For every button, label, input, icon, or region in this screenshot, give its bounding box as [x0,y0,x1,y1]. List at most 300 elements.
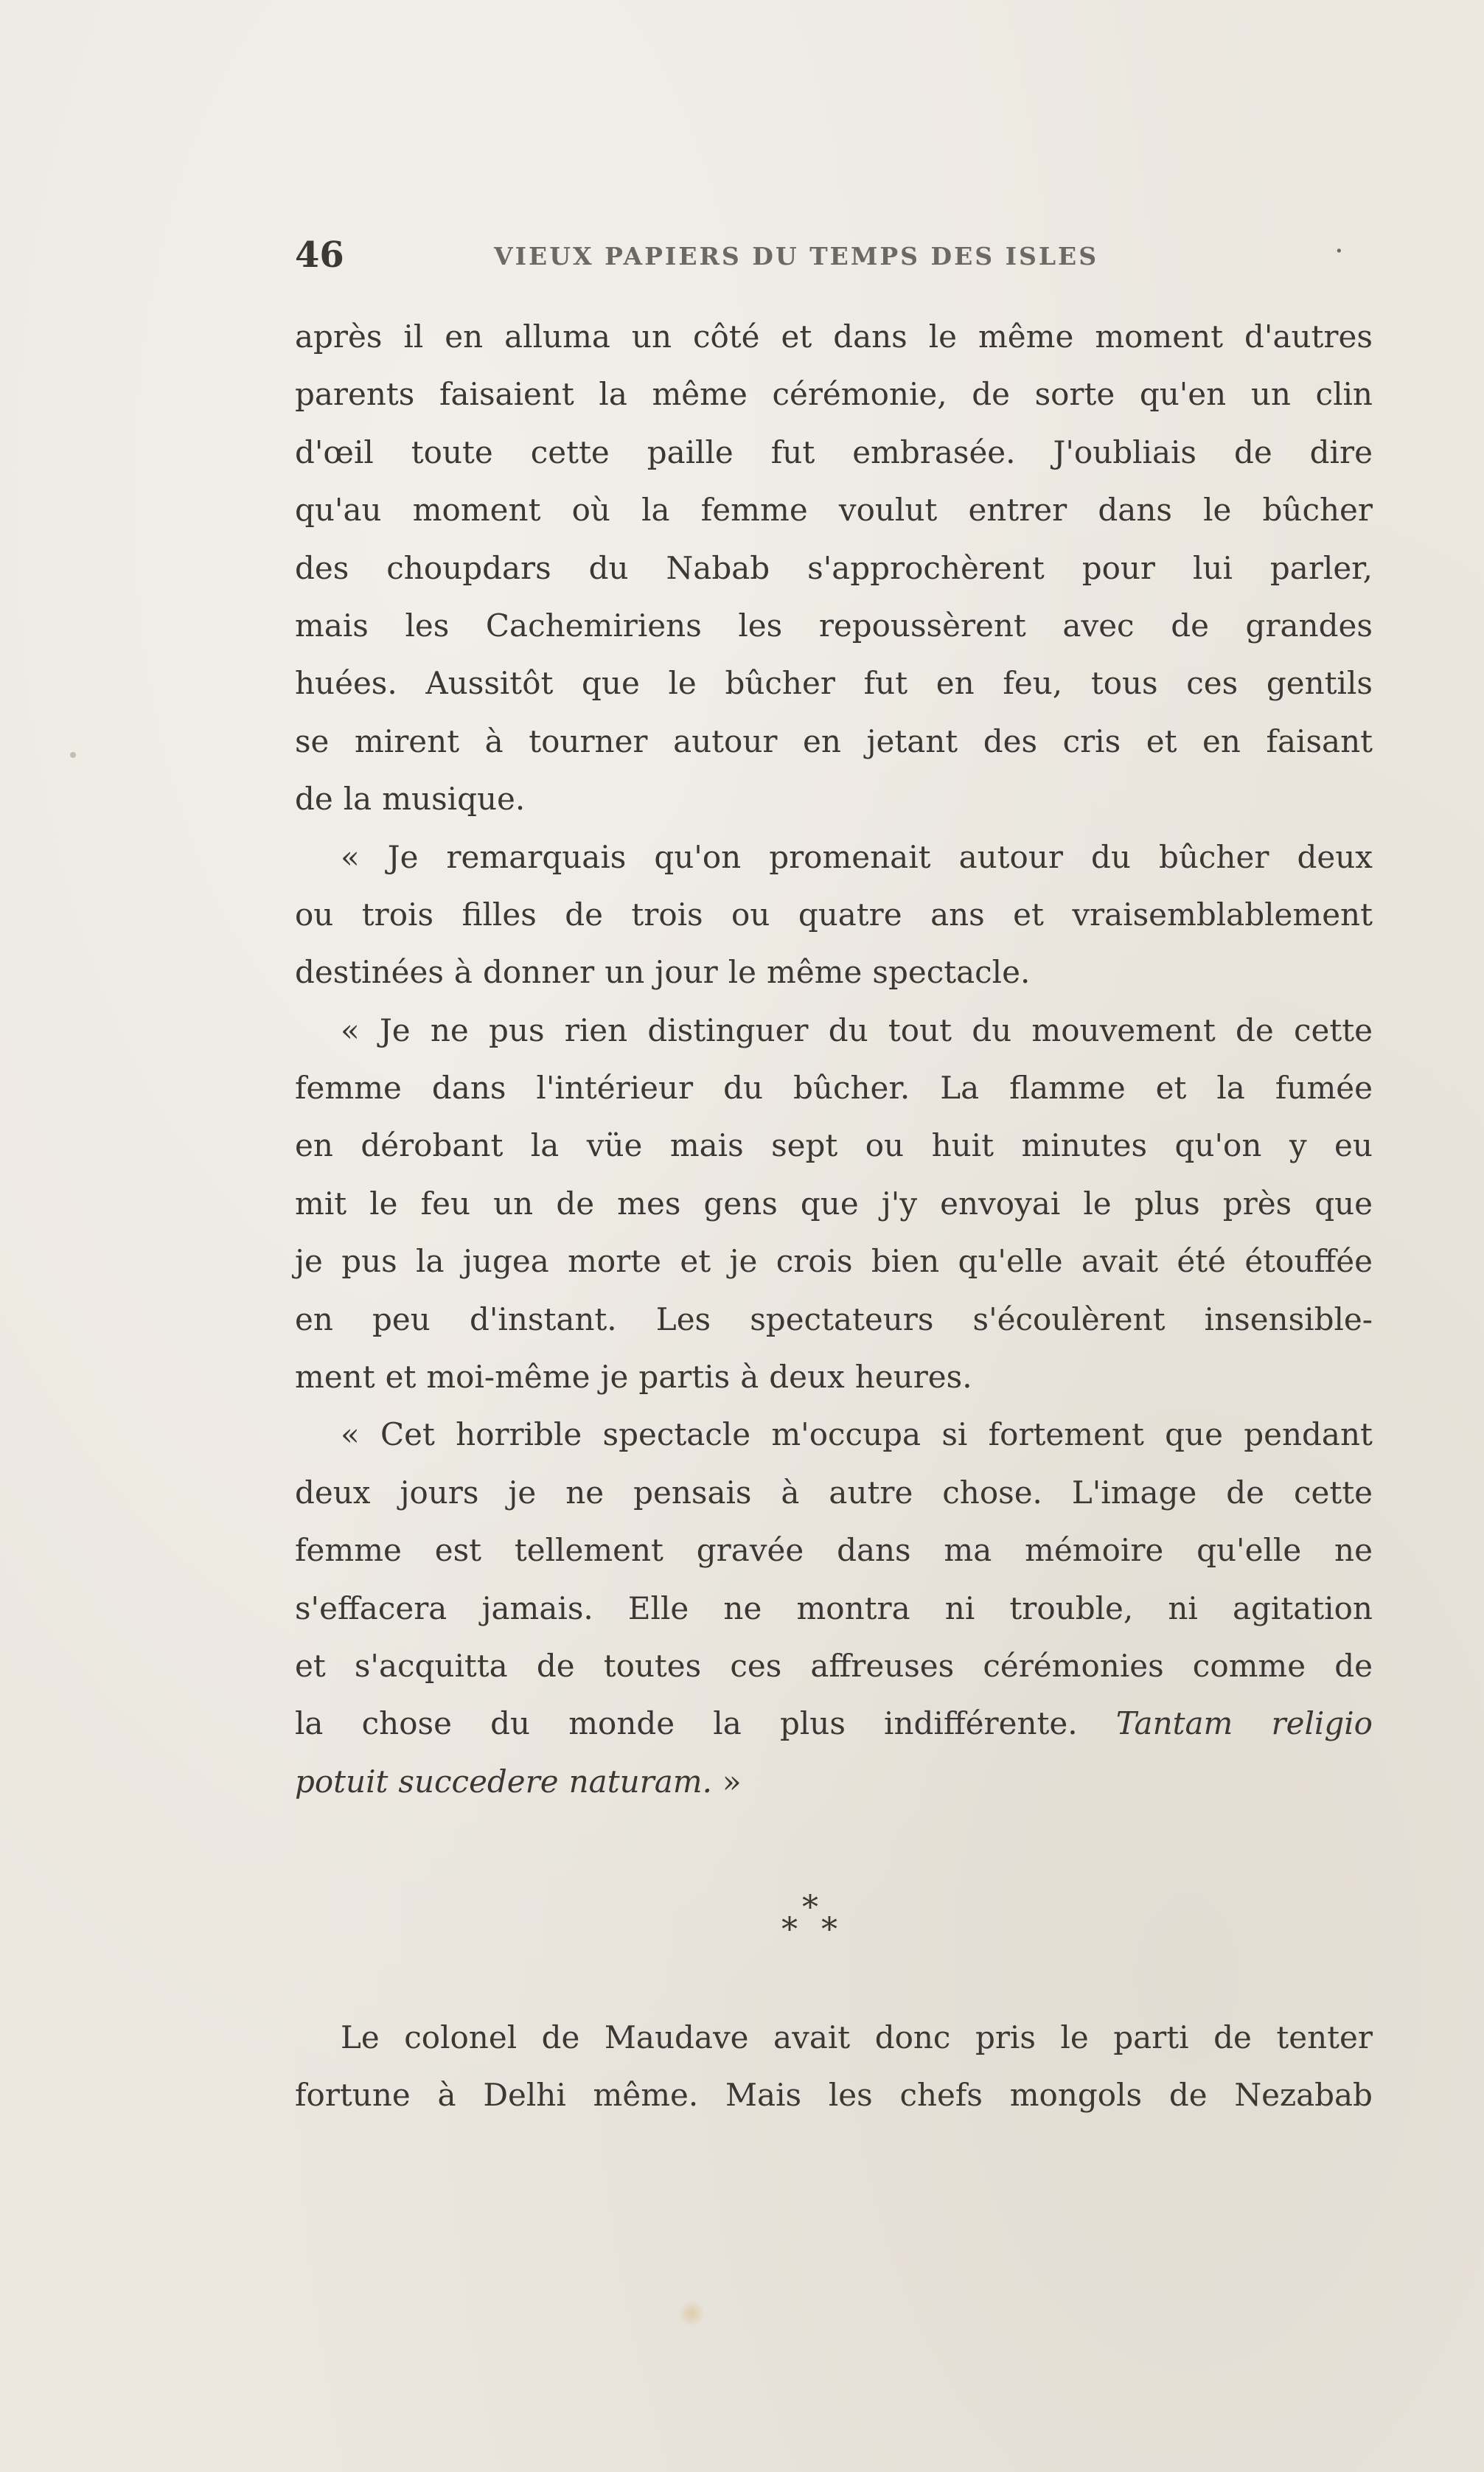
word: à [781,1474,800,1511]
word: Mais [725,2077,802,2114]
word: pus [489,1012,545,1048]
word: qu'elle [958,1243,1063,1280]
word: toute [411,434,493,470]
word: tous [1090,665,1158,702]
word: pus [341,1243,397,1280]
word: à [437,2077,456,2114]
word: côté [692,318,760,355]
paragraph [295,1002,1373,1407]
word: flamme [1009,1070,1126,1107]
word: mouvement [1031,1012,1216,1048]
word: un [493,1185,534,1222]
word: j'y [881,1185,918,1222]
word: mais [669,1127,744,1164]
word: s'acquitta [354,1647,508,1684]
word: ne [565,1474,605,1511]
word: cette [1294,1474,1373,1511]
word: spectacle. [872,954,1031,991]
word: parti [1113,2019,1189,2055]
word: de [1233,434,1272,470]
word: le [1060,2019,1089,2055]
word: femme [295,1070,402,1107]
word: feu, [1003,665,1063,702]
word: de [1171,607,1209,644]
word: parler, [1269,549,1373,586]
word: Aussitôt [425,665,554,702]
word: à [740,1359,759,1396]
word: de [536,1647,575,1684]
word: indifférente. [884,1705,1078,1742]
word: d'instant. [469,1301,617,1337]
text-line [295,366,1373,423]
word: envoyai [940,1185,1061,1222]
word: bûcher. [793,1070,910,1107]
text-line [295,1348,1373,1406]
word: et [1013,896,1044,933]
word: ma [944,1532,992,1569]
text-line [295,481,1373,539]
text-line [295,1464,1373,1522]
word: gens [703,1185,778,1222]
word: remarquais [446,838,627,875]
word: je [295,1243,323,1280]
word: insensible- [1204,1301,1373,1337]
word: mirent [354,723,460,759]
word: plus [779,1705,846,1742]
word: chose. [942,1474,1042,1511]
word: heures. [854,1359,972,1396]
word: naturam. [568,1763,712,1800]
word: comme [1192,1647,1306,1684]
word: du [490,1705,531,1742]
text-line [295,540,1373,597]
text-line [295,1117,1373,1174]
word: même [652,376,748,413]
word: l'intérieur [536,1070,694,1107]
word: un [1250,376,1291,413]
word: la [599,376,627,413]
word: mes [617,1185,681,1222]
word: ment [295,1359,375,1396]
word: la [343,781,372,818]
word: jugea [462,1243,549,1280]
word: d'autres [1244,318,1373,355]
word: gravée [696,1532,804,1569]
word: étouffée [1244,1243,1373,1280]
word: tout [888,1012,952,1048]
text-line [295,1406,1373,1463]
word: de [1168,2077,1208,2114]
word: eu [1334,1127,1373,1164]
word: des [295,549,349,586]
text-line [295,1002,1373,1059]
word: bûcher [725,665,835,702]
word: vraisemblablement [1072,896,1373,933]
word: et [781,318,812,355]
word: les [828,2077,873,2114]
section-separator [781,1889,855,1949]
word: paille [647,434,734,470]
word: plus [1134,1185,1200,1222]
word: même. [593,2077,699,2114]
word: Je [387,838,419,875]
word: si [941,1416,968,1453]
word: destinées [295,954,444,991]
word: » [722,1763,742,1800]
word: toutes [603,1647,702,1684]
word: montra [796,1590,910,1626]
word: de [1226,1474,1265,1511]
word: est [434,1532,482,1569]
word: ne [1334,1532,1373,1569]
word: fortune [295,2077,411,2114]
word: alluma [504,318,610,355]
text-line [295,2009,1373,2067]
word: la [295,1705,324,1742]
word: colonel [404,2019,518,2055]
text-line [295,944,1373,1001]
word: ces [730,1647,782,1684]
word: de [565,896,603,933]
word: repoussèrent [818,607,1026,644]
word: que [1165,1416,1223,1453]
word: jours [400,1474,479,1511]
word: dérobant [360,1127,504,1164]
word: huées. [295,665,397,702]
word: spectateurs [750,1301,934,1337]
text-line [295,1753,1373,1811]
word: m'occupa [771,1416,922,1453]
printer-mark: · [1334,234,1344,268]
word: les [738,607,783,644]
word: pensais [633,1474,752,1511]
word: Maudave [604,2019,749,2055]
word: Cet [380,1416,435,1453]
word: succedere [398,1763,559,1800]
page-header [295,234,1373,286]
word: s'écoulèrent [972,1301,1166,1337]
word: fut [863,665,908,702]
word: mais [295,607,369,644]
word: de [556,1185,595,1222]
text-line [295,713,1373,770]
word: du [1091,838,1131,875]
word: fumée [1275,1070,1373,1107]
word: J'oubliais [1053,434,1196,470]
text-line [295,1059,1373,1117]
body-text [295,308,1373,1811]
word: lui [1192,549,1233,586]
word: faisaient [439,376,574,413]
word: moment [1095,318,1224,355]
word: s'approchèrent [807,549,1045,586]
word: le [1203,492,1232,529]
word: qu'au [295,492,382,529]
word: grandes [1245,607,1373,644]
word: des [983,723,1038,759]
word: minutes [1021,1127,1148,1164]
word: de [972,376,1010,413]
word: ou [731,896,770,933]
word: été [1177,1243,1226,1280]
text-line [295,1175,1373,1233]
word: Les [655,1301,711,1337]
word: horrible [456,1416,582,1453]
word: mémoire [1025,1532,1164,1569]
running-head: VIEUX PAPIERS DU TEMPS DES ISLES [494,242,1099,271]
word: moi-même [426,1359,591,1396]
word: qu'on [654,838,742,875]
word: même [767,954,863,991]
word: la [416,1243,445,1280]
word: musique. [382,781,526,818]
word: et [295,1647,326,1684]
paragraph [295,1406,1373,1811]
word: ni [1168,1590,1198,1626]
text-line [295,1233,1373,1290]
word: tourner [529,723,648,759]
word: promenait [769,838,931,875]
word: le [928,318,957,355]
word: donc [874,2019,951,2055]
word: le [728,954,757,991]
word: fortement [988,1416,1144,1453]
word: que [800,1185,859,1222]
word: dans [1098,492,1172,529]
word: Delhi [483,2077,566,2114]
word: partis [638,1359,731,1396]
word: avait [1081,1243,1159,1280]
word: vüe [586,1127,643,1164]
text-line [295,1522,1373,1579]
word: peu [372,1301,431,1337]
word: que [1314,1185,1373,1222]
word: L'image [1071,1474,1197,1511]
word: en [936,665,975,702]
word: « [341,838,360,875]
word: fut [770,434,815,470]
word: y [1289,1127,1307,1164]
word: je [729,1243,758,1280]
final-paragraph [295,2009,1373,2125]
word: rien [564,1012,628,1048]
word: de [541,2019,580,2055]
word: je [600,1359,629,1396]
text-line [295,2067,1373,2124]
word: moment [412,492,541,529]
text-line [295,1695,1373,1752]
word: tellement [514,1532,663,1569]
word: agitation [1233,1590,1373,1626]
word: je [508,1474,537,1511]
word: distinguer [647,1012,809,1048]
word: de [1213,2019,1252,2055]
word: jour [655,954,718,991]
text-line [295,1580,1373,1637]
word: dans [431,1070,506,1107]
word: dans [833,318,908,355]
word: avait [773,2019,851,2055]
word: jamais. [481,1590,593,1626]
asterisk: * [802,1889,818,1926]
word: s'effacera [295,1590,447,1626]
word: mit [295,1185,347,1222]
word: en [803,723,841,759]
word: ne [430,1012,469,1048]
word: ans [930,896,985,933]
text-line [295,655,1373,712]
word: huit [931,1127,994,1164]
word: les [405,607,450,644]
word: faisant [1266,723,1373,759]
word: Elle [627,1590,689,1626]
word: ces [1186,665,1239,702]
text-line [295,770,1373,828]
word: chose [361,1705,452,1742]
word: ou [865,1127,905,1164]
word: et [680,1243,711,1280]
word: le [369,1185,398,1222]
word: gentils [1266,665,1373,702]
word: dire [1309,434,1373,470]
word: spectacle [602,1416,751,1453]
paper-speck [70,752,76,758]
word: potuit [295,1763,389,1800]
word: de [295,781,333,818]
word: cette [1294,1012,1373,1048]
word: deux [769,1359,845,1396]
word: qu'en [1139,376,1227,413]
word: sorte [1034,376,1115,413]
word: tenter [1276,2019,1373,2055]
word: Je [379,1012,411,1048]
word: du [723,1070,764,1107]
word: pris [975,2019,1036,2055]
word: donner [482,954,595,991]
word: chefs [899,2077,983,2114]
word: pendant [1244,1416,1373,1453]
asterisk: * [781,1911,798,1949]
word: pour [1081,549,1155,586]
word: se [295,723,330,759]
word: de [1334,1647,1373,1684]
word: filles [461,896,537,933]
word: après [295,318,383,355]
word: autour [958,838,1063,875]
word: ni [944,1590,975,1626]
word: et [1155,1070,1187,1107]
word: Nabab [666,549,770,586]
word: clin [1315,376,1373,413]
word: « [341,1416,360,1453]
word: femme [295,1532,402,1569]
word: à [453,954,473,991]
word: le [1083,1185,1112,1222]
word: voulut [838,492,938,529]
word: cris [1062,723,1121,759]
word: deux [295,1474,371,1511]
word: Cachemiriens [485,607,702,644]
word: trouble, [1009,1590,1134,1626]
word: en [1202,723,1241,759]
word: du [972,1012,1012,1048]
word: en [295,1127,333,1164]
word: crois [776,1243,853,1280]
word: un [605,954,645,991]
word: sept [771,1127,838,1164]
word: il [403,318,424,355]
word: bûcher [1158,838,1269,875]
word: le [668,665,697,702]
text-line [295,1291,1373,1348]
word: du [828,1012,868,1048]
word: trois [361,896,434,933]
word: La [940,1070,980,1107]
word: de [1236,1012,1274,1048]
word: entrer [968,492,1067,529]
word: Le [341,2019,380,2055]
word: bûcher [1262,492,1373,529]
text-line [295,597,1373,655]
word: cérémonie, [772,376,947,413]
word: morte [568,1243,662,1280]
word: la [713,1705,742,1742]
paragraph [295,829,1373,1002]
word: quatre [798,896,902,933]
text-line [295,886,1373,944]
text-line [295,829,1373,886]
word: que [582,665,640,702]
word: qu'elle [1196,1532,1302,1569]
word: en [295,1301,333,1337]
word: religio [1271,1705,1373,1742]
text-line [295,424,1373,481]
word: monde [568,1705,675,1742]
word: bien [871,1243,940,1280]
word: du [588,549,629,586]
paper-stain [678,2300,705,2327]
paragraph [295,308,1373,829]
word: deux [1297,838,1373,875]
word: Tantam [1115,1705,1233,1742]
word: embrasée. [852,434,1016,470]
word: la [641,492,670,529]
word: et [385,1359,417,1396]
word: mongols [1009,2077,1143,2114]
word: autour [673,723,778,759]
word: affreuses [810,1647,955,1684]
word: ou [295,896,334,933]
word: « [341,1012,360,1048]
word: d'œil [295,434,374,470]
word: parents [295,376,415,413]
word: dans [837,1532,911,1569]
word: Nezabab [1234,2077,1373,2114]
text-line [295,308,1373,366]
word: jetant [866,723,958,759]
word: un [631,318,672,355]
word: où [571,492,610,529]
word: près [1222,1185,1292,1222]
word: cérémonies [983,1647,1164,1684]
word: cette [530,434,610,470]
word: trois [631,896,703,933]
word: même [978,318,1074,355]
word: la [1216,1070,1245,1107]
text-line [295,1637,1373,1695]
word: à [484,723,504,759]
asterisk: * [821,1911,837,1949]
